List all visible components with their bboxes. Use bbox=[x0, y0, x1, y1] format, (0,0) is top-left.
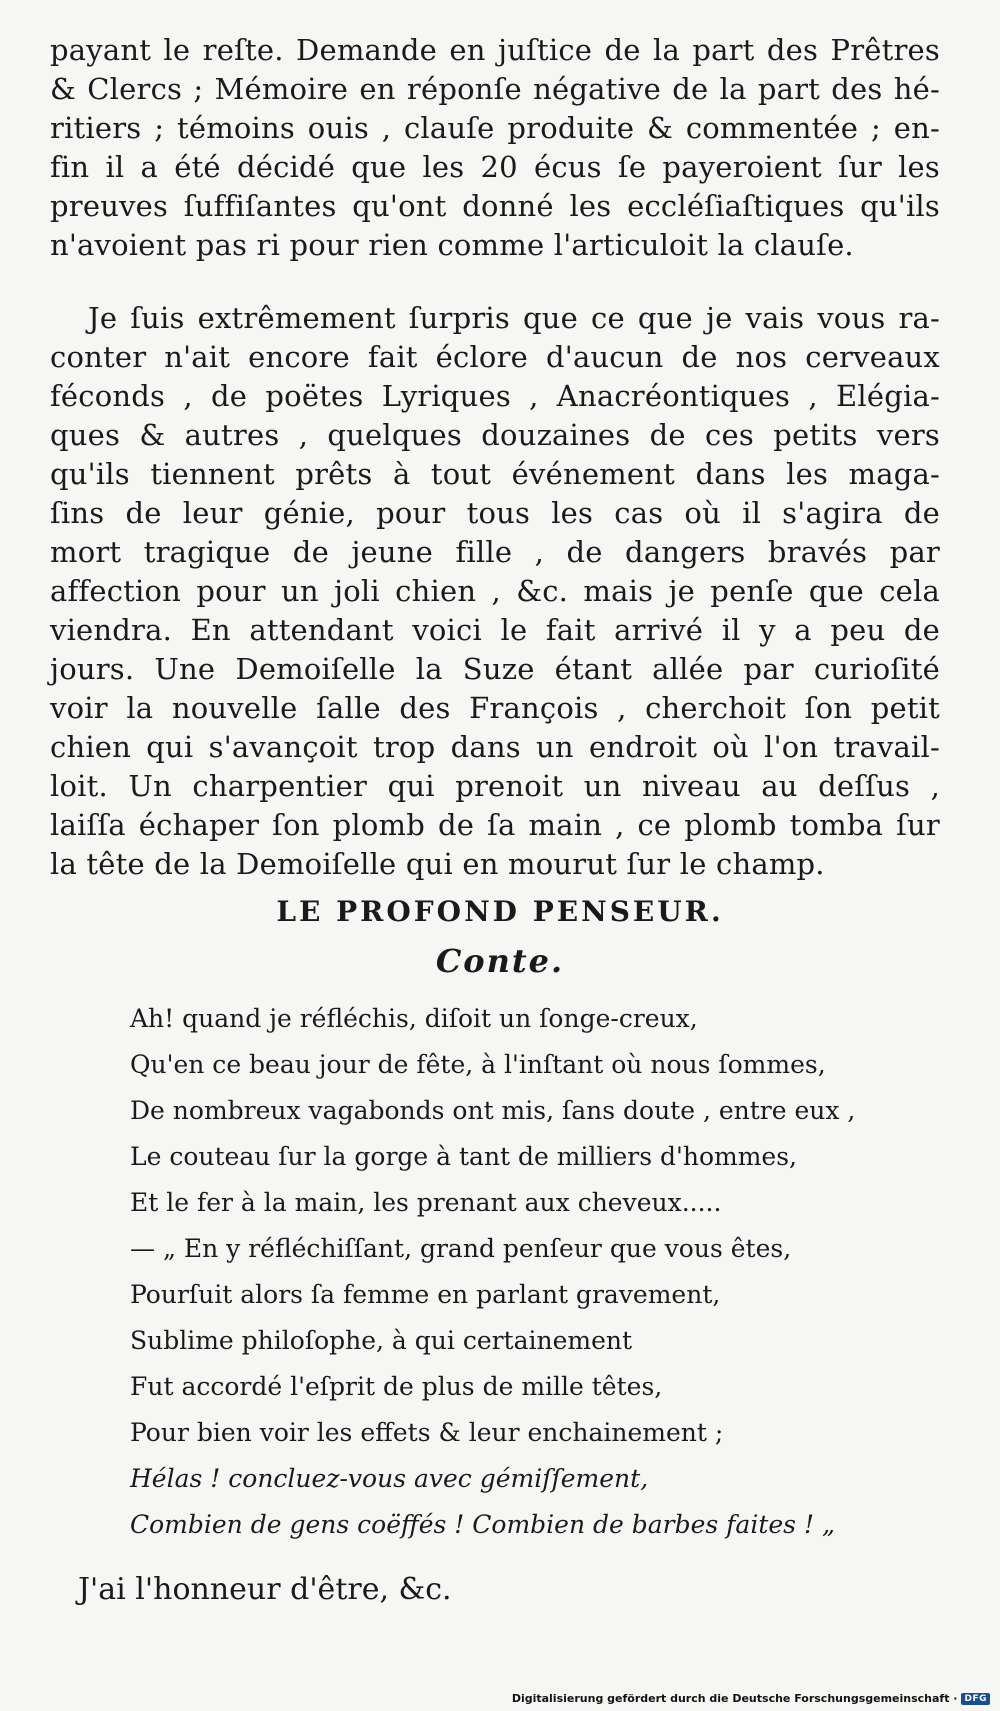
verse-line: Combien de gens coëffés ! Combien de barbes faites ! „ bbox=[130, 1510, 835, 1539]
verse-line: — „ En y réfléchiſſant, grand penſeur que vous êtes, bbox=[130, 1234, 792, 1263]
text-line: payant le reſte. Demande en juſtice de la part des Prêtres bbox=[50, 33, 940, 67]
verse-line: Pour bien voir les effets & leur enchainement ; bbox=[130, 1418, 724, 1447]
text-line: chien qui s'avançoit trop dans un endroit où l'on travail- bbox=[50, 730, 940, 764]
text-line: & Clercs ; Mémoire en réponſe négative de la part des hé- bbox=[50, 72, 940, 106]
verse-line: Sublime philoſophe, à qui certainement bbox=[130, 1326, 633, 1355]
closing-line: J'ai l'honneur d'être, &c. bbox=[78, 1572, 452, 1607]
text-line: voir la nouvelle ſalle des François , cherchoit ſon petit bbox=[50, 691, 940, 725]
text-line: ques & autres , quelques douzaines de ces petits vers bbox=[50, 418, 940, 452]
text-line: preuves ſuffiſantes qu'ont donné les eccléſiaſtiques qu'ils bbox=[50, 189, 940, 223]
text-line: la tête de la Demoiſelle qui en mourut ſur le champ. bbox=[50, 847, 825, 881]
poem-title: LE PROFOND PENSEUR. bbox=[276, 895, 724, 928]
verse-line: Qu'en ce beau jour de fête, à l'inſtant où nous ſommes, bbox=[130, 1050, 826, 1079]
verse-line: Le couteau ſur la gorge à tant de milliers d'hommes, bbox=[130, 1142, 798, 1171]
text-line: jours. Une Demoiſelle la Suze étant allée par curioſité bbox=[50, 652, 940, 686]
text-line: laiſſa échaper ſon plomb de ſa main , ce plomb tomba ſur bbox=[50, 808, 940, 842]
verse-line: Pourſuit alors ſa femme en parlant gravement, bbox=[130, 1280, 721, 1309]
text-line: mort tragique de jeune fille , de dangers bravés par bbox=[50, 535, 940, 569]
digitization-credit bbox=[512, 1692, 990, 1705]
text-line: loit. Un charpentier qui prenoit un niveau au deſſus , bbox=[50, 769, 940, 803]
text-line: affection pour un joli chien , &c. mais je penſe que cela bbox=[50, 574, 940, 608]
verse-line: Ah! quand je réfléchis, diſoit un ſonge-creux, bbox=[130, 1004, 698, 1033]
text-line: féconds , de poëtes Lyriques , Anacréontiques , Elégia- bbox=[50, 379, 940, 413]
text-line: ritiers ; témoins ouis , clauſe produite & commentée ; en- bbox=[50, 111, 940, 145]
credit-text: Digitalisierung gefördert durch die Deutsche Forschungsgemeinschaft · bbox=[511, 1692, 958, 1705]
text-line: qu'ils tiennent prêts à tout événement dans les maga- bbox=[50, 457, 940, 491]
verse-line: De nombreux vagabonds ont mis, ſans doute , entre eux , bbox=[130, 1096, 856, 1125]
dfg-logo-icon: DFG bbox=[961, 1693, 990, 1705]
verse-line: Et le fer à la main, les prenant aux cheveux..... bbox=[130, 1188, 722, 1217]
text-line: n'avoient pas ri pour rien comme l'articuloit la clauſe. bbox=[50, 228, 854, 262]
text-line: viendra. En attendant voici le fait arrivé il y a peu de bbox=[50, 613, 940, 647]
text-line: conter n'ait encore fait éclore d'aucun de nos cerveaux bbox=[50, 340, 940, 374]
text-line: fin il a été décidé que les 20 écus ſe payeroient ſur les bbox=[50, 150, 940, 184]
text-line: ſins de leur génie, pour tous les cas où il s'agira de bbox=[50, 496, 940, 530]
poem-subtitle: Conte. bbox=[435, 942, 565, 980]
verse-line: Hélas ! concluez-vous avec gémiſſement, bbox=[130, 1464, 649, 1493]
text-line: Je ſuis extrêmement ſurpris que ce que je vais vous ra- bbox=[88, 301, 940, 335]
verse-line: Fut accordé l'eſprit de plus de mille têtes, bbox=[130, 1372, 663, 1401]
